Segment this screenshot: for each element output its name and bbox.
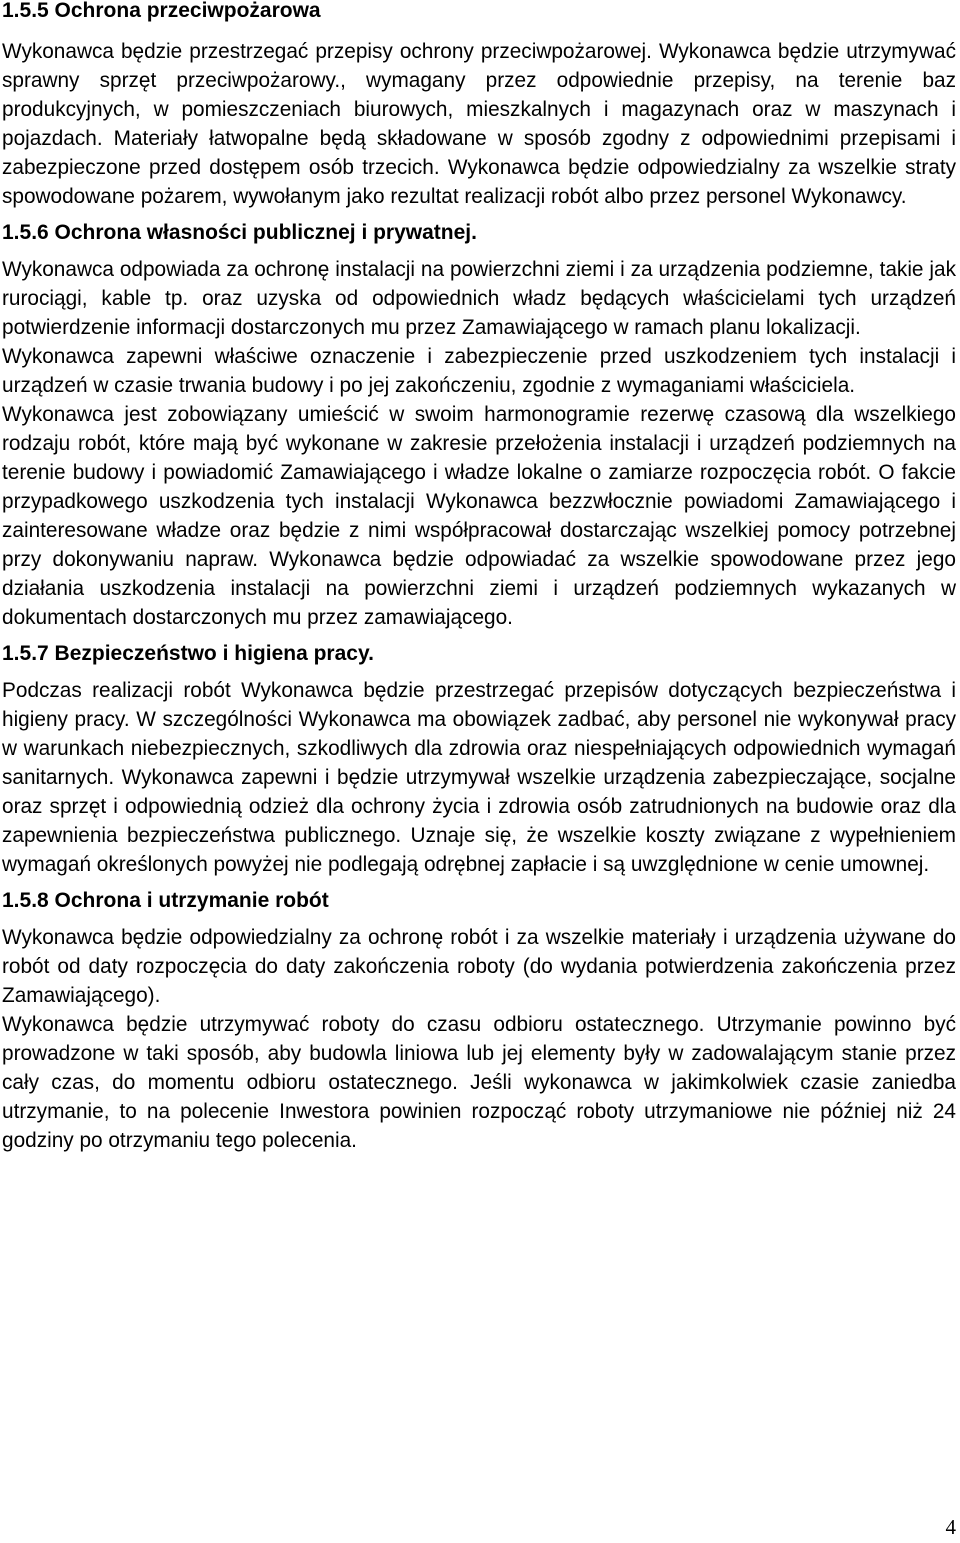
section-heading-1-5-5: 1.5.5 Ochrona przeciwpożarowa xyxy=(2,0,321,22)
section-heading-1-5-7: 1.5.7 Bezpieczeństwo i higiena pracy. xyxy=(2,642,374,665)
section-heading-1-5-8: 1.5.8 Ochrona i utrzymanie robót xyxy=(2,889,329,912)
paragraph-health-safety: Podczas realizacji robót Wykonawca będzie przestrzegać przepisów dotyczących bezpieczeństwa i higieny pracy. W szczególności Wykonawca ma obowiązek zadbać, aby personel nie wykonywał pracy w warunkach niebezpiecznych, szkodliwych dla zdrowia oraz niespełniających odpowiednich wymagań sanitarnych. Wykonawca zapewni i będzie utrzymywał wszelkie urządzenia zabezpieczające, socjalne oraz sprzęt i odpowiednią odzież dla ochrony życia i zdrowia osób zatrudnionych na budowie oraz dla zapewnienia bezpieczeństwa publicznego. Uznaje się, że wszelkie koszty związane z wypełnieniem wymagań określonych powyżej nie podlegają odrębnej zapłacie i są uwzględnione w cenie umownej. xyxy=(2,679,956,876)
paragraph-installations-protection: Wykonawca odpowiada za ochronę instalacji na powierzchni ziemi i za urządzenia podziemne, takie jak rurociągi, kable tp. oraz uzyska od odpowiednich władz będących właścicielami tych urządzeń potwierdzenie informacji dostarczonych mu przez Zamawiającego w ramach planu lokalizacji. xyxy=(2,258,956,339)
paragraph-schedule-reserve: Wykonawca jest zobowiązany umieścić w swoim harmonogramie rezerwę czasową dla wszelkiego rodzaju robót, które mają być wykonane w zakresie przełożenia instalacji i urządzeń podziemnych na terenie budowy i powiadomić Zamawiającego i władze lokalne o zamiarze rozpoczęcia robót. O fakcie przypadkowego uszkodzenia tych instalacji Wykonawca bezzwłocznie powiadomi Zamawiającego i zainteresowane władze oraz będzie z nimi współpracował dostarczając wszelkiej pomocy potrzebnej przy dokonywaniu napraw. Wykonawca będzie odpowiadać za wszelkie spowodowane przez jego działania uszkodzenia instalacji na powierzchni ziemi i urządzeń podziemnych wykazanych w dokumentach dostarczonych mu przez zamawiającego. xyxy=(2,403,956,629)
paragraph-works-maintenance: Wykonawca będzie utrzymywać roboty do czasu odbioru ostatecznego. Utrzymanie powinno być prowadzone w taki sposób, aby budowla liniowa lub jej elementy były w zadowalającym stanie przez cały czas, do momentu odbioru ostatecznego. Jeśli wykonawca w jakimkolwiek czasie zaniedba utrzymanie, to na polecenie Inwestora powinien rozpocząć roboty utrzymaniowe nie później niż 24 godziny po otrzymaniu tego polecenia. xyxy=(2,1013,956,1152)
page-number: 4 xyxy=(945,1515,956,1539)
document-page xyxy=(2,0,956,1155)
paragraph-works-protection: Wykonawca będzie odpowiedzialny za ochronę robót i za wszelkie materiały i urządzenia używane do robót od daty rozpoczęcia do daty zakończenia roboty (do wydania potwierdzenia zakończenia przez Zamawiającego). xyxy=(2,926,956,1007)
section-heading-1-5-6: 1.5.6 Ochrona własności publicznej i prywatnej. xyxy=(2,221,477,244)
paragraph-installations-marking: Wykonawca zapewni właściwe oznaczenie i zabezpieczenie przed uszkodzeniem tych instalacji i urządzeń w czasie trwania budowy i po jej zakończeniu, zgodnie z wymaganiami właściciela. xyxy=(2,345,956,397)
paragraph-fire-protection: Wykonawca będzie przestrzegać przepisy ochrony przeciwpożarowej. Wykonawca będzie utrzymywać sprawny sprzęt przeciwpożarowy., wymagany przez odpowiednie przepisy, na terenie baz produkcyjnych, w pomieszczeniach biurowych, mieszkalnych i magazynach oraz w maszynach i pojazdach. Materiały łatwopalne będą składowane w sposób zgodny z odpowiednimi przepisami i zabezpieczone przed dostępem osób trzecich. Wykonawca będzie odpowiedzialny za wszelkie straty spowodowane pożarem, wywołanym jako rezultat realizacji robót albo przez personel Wykonawcy. xyxy=(2,40,956,208)
